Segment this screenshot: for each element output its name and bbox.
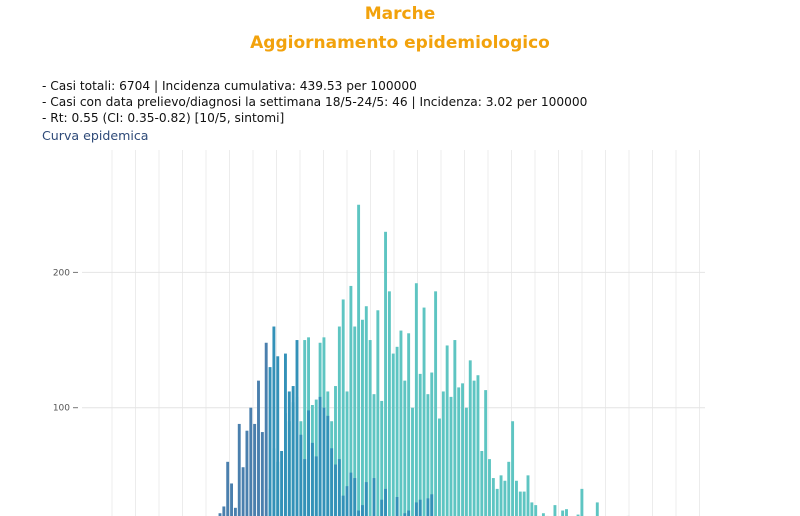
bar-series-a bbox=[349, 473, 352, 516]
bar-series-a bbox=[230, 483, 233, 516]
bar-series-a bbox=[299, 435, 302, 516]
bar-series-b bbox=[596, 502, 599, 516]
bar-series-b bbox=[400, 331, 403, 516]
bar-series-a bbox=[419, 500, 422, 516]
bar-series-a bbox=[280, 451, 283, 516]
bar-series-b bbox=[407, 333, 410, 516]
bar-series-a bbox=[246, 431, 249, 516]
bar-series-b bbox=[480, 451, 483, 516]
bar-series-a bbox=[311, 443, 314, 516]
bar-series-a bbox=[222, 506, 225, 516]
bar-series-a bbox=[226, 462, 229, 516]
bar-series-a bbox=[361, 505, 364, 516]
bar-series-b bbox=[403, 381, 406, 516]
bar-series-a bbox=[396, 497, 399, 516]
bar-series-a bbox=[407, 511, 410, 516]
bar-series-b bbox=[369, 340, 372, 516]
bar-series-b bbox=[384, 232, 387, 516]
bar-series-a bbox=[257, 381, 260, 516]
bar-series-a bbox=[315, 456, 318, 516]
bar-series-b bbox=[515, 481, 518, 516]
bar-series-b bbox=[565, 509, 568, 516]
bar-series-b bbox=[419, 374, 422, 516]
bar-series-b bbox=[434, 291, 437, 516]
bar-series-b bbox=[511, 421, 514, 516]
bar-series-b bbox=[484, 390, 487, 516]
bar-series-a bbox=[319, 397, 322, 516]
bar-series-a bbox=[303, 459, 306, 516]
bar-series-b bbox=[361, 320, 364, 516]
bar-series-a bbox=[238, 424, 241, 516]
y-tick-label: 200 bbox=[52, 268, 70, 279]
bar-series-a bbox=[288, 391, 291, 516]
bar-series-b bbox=[446, 345, 449, 516]
bar-series-b bbox=[415, 283, 418, 516]
bar-series-b bbox=[492, 478, 495, 516]
bar-series-a bbox=[276, 356, 279, 516]
y-axis bbox=[53, 268, 78, 413]
bar-series-b bbox=[477, 375, 480, 516]
bar-series-b bbox=[465, 408, 468, 516]
bar-series-b bbox=[376, 310, 379, 516]
bar-series-a bbox=[292, 386, 295, 516]
bar-series-a bbox=[384, 489, 387, 516]
bar-series-a bbox=[415, 502, 418, 516]
bar-series-a bbox=[234, 508, 237, 516]
bar-series-a bbox=[357, 511, 360, 516]
bar-series-b bbox=[519, 492, 522, 516]
bar-series-b bbox=[438, 419, 441, 516]
info-total-cases: - Casi totali: 6704 | Incidenza cumulativa: 439.53 per 100000 bbox=[42, 79, 417, 93]
bar-series-b bbox=[342, 299, 345, 516]
bar-series-a bbox=[334, 465, 337, 516]
bar-series-a bbox=[253, 424, 256, 516]
bar-series-a bbox=[261, 432, 264, 516]
bar-series-a bbox=[296, 340, 299, 516]
bar-series-a bbox=[380, 500, 383, 516]
bar-series-b bbox=[461, 383, 464, 516]
bar-series-a bbox=[307, 410, 310, 516]
bar-series-a bbox=[323, 408, 326, 516]
bar-series-b bbox=[523, 492, 526, 516]
bar-series-b bbox=[496, 489, 499, 516]
bar-series-b bbox=[380, 401, 383, 516]
bar-series-a bbox=[353, 478, 356, 516]
bar-series-a bbox=[249, 408, 252, 516]
bar-series-b bbox=[426, 394, 429, 516]
bar-series-b bbox=[580, 489, 583, 516]
bar-series-a bbox=[326, 416, 329, 516]
bar-series-b bbox=[503, 481, 506, 516]
bar-series-b bbox=[357, 205, 360, 516]
bar-series-b bbox=[442, 391, 445, 516]
info-weekly-cases: - Casi con data prelievo/diagnosi la settimana 18/5-24/5: 46 | Incidenza: 3.02 per 100000 bbox=[42, 95, 588, 109]
chart-heading: Curva epidemica bbox=[42, 128, 149, 143]
bar-series-a bbox=[242, 467, 245, 516]
bar-series-b bbox=[527, 475, 530, 516]
bar-series-a bbox=[342, 496, 345, 516]
bar-series-a bbox=[346, 486, 349, 516]
bar-series-b bbox=[457, 387, 460, 516]
bar-series-b bbox=[500, 475, 503, 516]
bar-series-a bbox=[373, 478, 376, 516]
bar-series-b bbox=[473, 381, 476, 516]
bar-series-b bbox=[534, 505, 537, 516]
bar-series-a bbox=[269, 367, 272, 516]
bar-series-b bbox=[530, 502, 533, 516]
bar-series-a bbox=[284, 354, 287, 516]
bar-series-a bbox=[426, 498, 429, 516]
bar-series-b bbox=[453, 340, 456, 516]
bar-series-b bbox=[507, 462, 510, 516]
chart-title: Marche bbox=[364, 4, 436, 24]
bar-series-a bbox=[272, 327, 275, 516]
bar-series-b bbox=[423, 308, 426, 516]
bar-series-b bbox=[411, 408, 414, 516]
bar-series-b bbox=[488, 459, 491, 516]
bar-series-b bbox=[469, 360, 472, 516]
bar-series-b bbox=[392, 354, 395, 516]
y-tick-label: 100 bbox=[52, 403, 70, 414]
bar-series-a bbox=[338, 459, 341, 516]
bar-series-b bbox=[388, 291, 391, 516]
bar-series-a bbox=[330, 448, 333, 516]
bar-series-a bbox=[365, 482, 368, 516]
bar-series-a bbox=[430, 494, 433, 516]
info-rt: - Rt: 0.55 (CI: 0.35-0.82) [10/5, sintomi] bbox=[42, 111, 285, 125]
bar-series-b bbox=[554, 505, 557, 516]
bar-series-b bbox=[561, 511, 564, 516]
chart-subtitle: Aggiornamento epidemiologico bbox=[250, 33, 550, 53]
bar-series-b bbox=[396, 347, 399, 516]
bar-series-a bbox=[265, 343, 268, 516]
bar-series-b bbox=[450, 397, 453, 516]
